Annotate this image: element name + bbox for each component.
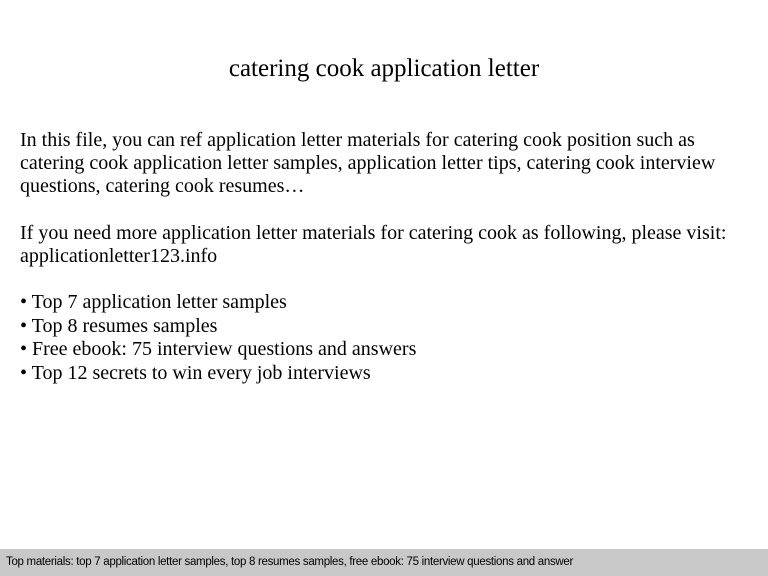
list-item: • Top 8 resumes samples — [20, 314, 218, 337]
footer-bar: Top materials: top 7 application letter samples, top 8 resumes samples, free ebook: 75 interview questions and answer — [0, 549, 768, 576]
list-item: • Free ebook: 75 interview questions and answers — [20, 338, 417, 360]
intro-paragraph: In this file, you can ref application letter materials for catering cook position such as catering cook application letter samples, application letter tips, catering cook interview questions, catering cook resumes… — [20, 129, 716, 197]
page-title: catering cook application letter — [228, 55, 540, 82]
list-item: • Top 12 secrets to win every job interviews — [20, 361, 371, 384]
list-item: • Top 7 application letter samples — [20, 291, 287, 313]
materials-list — [20, 291, 416, 385]
visit-paragraph: If you need more application letter materials for catering cook as following, please visit: applicationletter123.info — [20, 222, 727, 267]
